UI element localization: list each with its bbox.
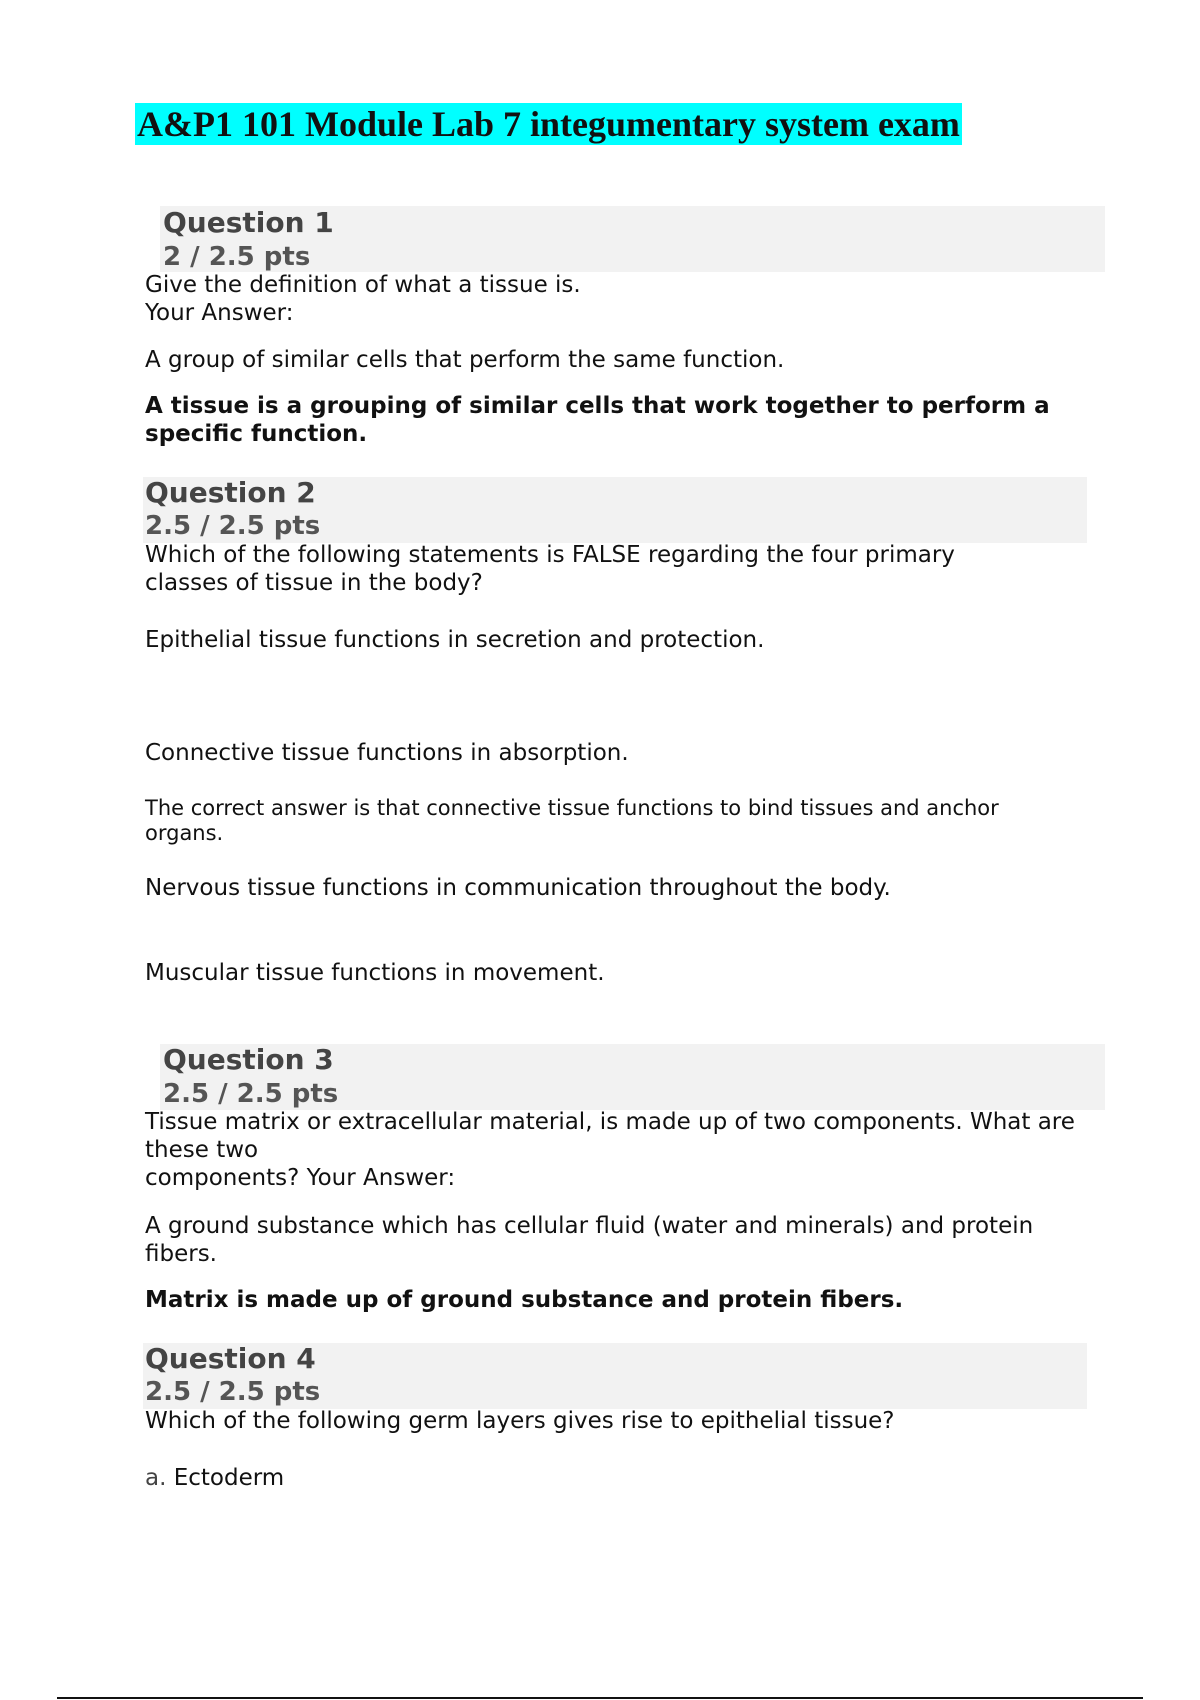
question-4-title: Question 4 xyxy=(145,1342,316,1375)
answer-option: Epithelial tissue functions in secretion and protection. xyxy=(145,627,765,653)
question-2-title: Question 2 xyxy=(145,476,316,509)
question-1-title: Question 1 xyxy=(163,206,334,239)
answer-option: Muscular tissue functions in movement. xyxy=(145,960,605,986)
question-3-title: Question 3 xyxy=(163,1043,334,1076)
page-title: A&P1 101 Module Lab 7 integumentary system exam xyxy=(137,104,960,144)
question-3-prompt-cont: components? Your Answer: xyxy=(145,1165,456,1191)
option-letter: a. xyxy=(145,1465,167,1491)
correct-answer-note: The correct answer is that connective tissue functions to bind tissues and anchor organs. xyxy=(145,796,999,845)
answer-option: Nervous tissue functions in communication throughout the body. xyxy=(145,875,891,901)
question-3-answer: A ground substance which has cellular fluid (water and minerals) and protein fibers. xyxy=(145,1213,1034,1267)
answer-option: Connective tissue functions in absorption. xyxy=(145,740,629,766)
your-answer-label: Your Answer: xyxy=(145,300,294,326)
question-3-answer-key: Matrix is made up of ground substance and protein fibers. xyxy=(145,1287,904,1313)
question-1-score: 2 / 2.5 pts xyxy=(163,242,311,272)
page-footer-rule xyxy=(57,1697,1143,1699)
question-3-prompt: Tissue matrix or extracellular material, is made up of two components. What are these two xyxy=(145,1109,1075,1163)
question-3-score: 2.5 / 2.5 pts xyxy=(163,1079,339,1109)
question-2-score: 2.5 / 2.5 pts xyxy=(145,511,321,541)
answer-option-a xyxy=(145,1464,284,1492)
question-2-prompt: Which of the following statements is FALSE regarding the four primary classes of tissue in the body? xyxy=(145,542,955,596)
question-4-prompt: Which of the following germ layers gives rise to epithelial tissue? xyxy=(145,1408,895,1434)
question-1-answer-key: A tissue is a grouping of similar cells that work together to perform a specific function. xyxy=(145,393,1050,447)
question-4-score: 2.5 / 2.5 pts xyxy=(145,1377,321,1407)
question-1-prompt: Give the definition of what a tissue is. xyxy=(145,272,581,298)
question-1-answer: A group of similar cells that perform the same function. xyxy=(145,347,785,373)
option-text: Ectoderm xyxy=(173,1465,285,1491)
